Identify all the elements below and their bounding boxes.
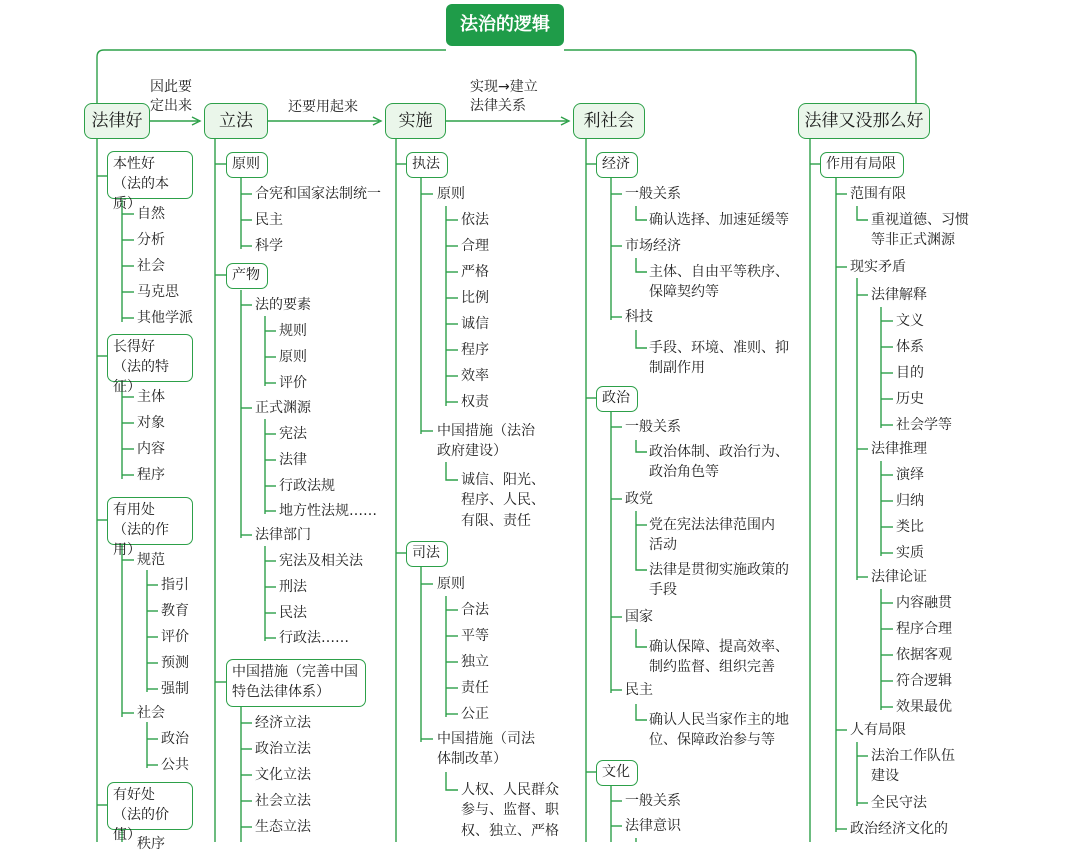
leaf-cont: 建设 <box>871 768 899 784</box>
subgroup: 现实矛盾 <box>850 259 906 275</box>
leaf: 教育 <box>161 603 189 619</box>
annotation-line: 定出来 <box>150 98 192 114</box>
subgroup: 原则 <box>437 186 465 202</box>
leaf: 社会立法 <box>255 793 311 809</box>
subgroup: 国家 <box>625 609 653 625</box>
node-good-law: 法律好 <box>84 103 150 139</box>
subgroup: 一般关系 <box>625 419 681 435</box>
leaf: 科学 <box>255 238 283 254</box>
leaf: 规则 <box>279 323 307 339</box>
group-sub: （法的特征） <box>113 359 169 395</box>
leaf: 内容融贯 <box>896 595 952 611</box>
group-function <box>107 497 193 558</box>
leaf: 对象 <box>137 415 165 431</box>
leaf: 程序 <box>137 467 165 483</box>
group-title: 有用处 <box>113 502 155 518</box>
leaf: 马克思 <box>137 284 179 300</box>
leaf: 文化立法 <box>255 767 311 783</box>
group-product: 产物 <box>226 263 268 289</box>
leaf-cont: 等非正式渊源 <box>871 232 955 248</box>
subgroup: 科技 <box>625 309 653 325</box>
subgroup: 一般关系 <box>625 793 681 809</box>
leaf-cont: 手段 <box>649 582 677 598</box>
leaf: 指引 <box>161 577 189 593</box>
subgroup: 正式渊源 <box>255 400 311 416</box>
leaf: 法治工作队伍 <box>871 748 955 764</box>
leaf-cont: 活动 <box>649 537 677 553</box>
leaf: 依法 <box>461 212 489 228</box>
leaf: 责任 <box>461 680 489 696</box>
leaf: 原则 <box>279 349 307 365</box>
subgroup-cont: 政府建设） <box>437 443 507 459</box>
leaf: 经济立法 <box>255 715 311 731</box>
leaf: 手段、环境、准则、抑 <box>649 340 789 356</box>
annotation-line: 法律关系 <box>470 98 526 114</box>
leaf: 社会学等 <box>896 417 952 433</box>
leaf: 实质 <box>896 545 924 561</box>
subgroup: 政治经济文化的 <box>850 821 948 837</box>
subgroup: 法律意识 <box>625 818 681 834</box>
leaf: 独立 <box>461 654 489 670</box>
leaf: 宪法 <box>279 426 307 442</box>
leaf-cont: 权、独立、严格 <box>461 823 559 839</box>
leaf: 依据客观 <box>896 647 952 663</box>
group-culture: 文化 <box>596 760 638 786</box>
group-title: 有好处 <box>113 787 155 803</box>
leaf: 演绎 <box>896 467 924 483</box>
subgroup: 中国措施（司法 <box>437 731 535 747</box>
leaf-cont: 程序、人民、 <box>461 492 545 508</box>
leaf: 主体、自由平等秩序、 <box>649 264 789 280</box>
node-benefit-society: 利社会 <box>573 103 645 139</box>
group-principle: 原则 <box>226 152 268 178</box>
subgroup-norm: 规范 <box>137 552 165 568</box>
leaf: 评价 <box>161 629 189 645</box>
leaf: 程序合理 <box>896 621 952 637</box>
leaf-cont: 保障契约等 <box>649 284 719 300</box>
leaf: 类比 <box>896 519 924 535</box>
group-title: 本性好 <box>113 156 155 172</box>
leaf: 政治体制、政治行为、 <box>649 444 789 460</box>
subgroup: 民主 <box>625 682 653 698</box>
subgroup: 一般关系 <box>625 186 681 202</box>
subgroup: 法律解释 <box>871 287 927 303</box>
group-politics: 政治 <box>596 386 638 412</box>
node-legislation: 立法 <box>204 103 268 139</box>
leaf: 公共 <box>161 757 189 773</box>
leaf: 生态立法 <box>255 819 311 835</box>
leaf: 归纳 <box>896 493 924 509</box>
group-sub: （法的作用） <box>113 522 169 558</box>
subgroup: 法律部门 <box>255 527 311 543</box>
leaf-cont: 政治角色等 <box>649 464 719 480</box>
leaf: 确认保障、提高效率、 <box>649 639 789 655</box>
subgroup: 范围有限 <box>850 186 906 202</box>
leaf: 政治立法 <box>255 741 311 757</box>
leaf: 宪法及相关法 <box>279 553 363 569</box>
leaf: 确认人民当家作主的地 <box>649 712 789 728</box>
group-limited-role: 作用有局限 <box>820 152 904 178</box>
annotation-line: 实现→建立 <box>470 79 538 95</box>
leaf: 严格 <box>461 264 489 280</box>
group-sub: （法的价值） <box>113 807 169 843</box>
leaf: 诚信、阳光、 <box>461 472 545 488</box>
leaf: 刑法 <box>279 579 307 595</box>
leaf: 党在宪法法律范围内 <box>649 517 775 533</box>
leaf: 目的 <box>896 365 924 381</box>
node-law-limits: 法律又没那么好 <box>798 103 930 139</box>
group-law-enforcement: 执法 <box>406 152 448 178</box>
leaf: 强制 <box>161 681 189 697</box>
subgroup: 中国措施（法治 <box>437 423 535 439</box>
group-nature <box>107 151 193 212</box>
diagram-title: 法治的逻辑 <box>446 4 564 46</box>
leaf-cont: 有限、责任 <box>461 513 531 529</box>
leaf: 诚信 <box>461 316 489 332</box>
group-features <box>107 334 193 395</box>
leaf-cont: 制约监督、组织完善 <box>649 659 775 675</box>
node-implementation: 实施 <box>385 103 446 139</box>
leaf: 法律 <box>279 452 307 468</box>
leaf: 符合逻辑 <box>896 673 952 689</box>
leaf: 效率 <box>461 368 489 384</box>
subgroup: 人有局限 <box>850 722 906 738</box>
annotation-apply: 还要用起来 <box>288 99 358 115</box>
leaf: 确认选择、加速延缓等 <box>649 212 789 228</box>
group-sub: 特色法律体系） <box>232 684 330 700</box>
group-china-measures-legislation <box>226 659 366 707</box>
group-economy: 经济 <box>596 152 638 178</box>
leaf: 行政法…… <box>279 630 349 646</box>
group-sub: （法的本质） <box>113 176 169 212</box>
leaf: 程序 <box>461 342 489 358</box>
group-value <box>107 782 193 843</box>
group-judicature: 司法 <box>406 541 448 567</box>
leaf: 文义 <box>896 313 924 329</box>
leaf: 人权、人民群众 <box>461 782 559 798</box>
leaf: 分析 <box>137 232 165 248</box>
leaf: 平等 <box>461 628 489 644</box>
leaf: 效果最优 <box>896 699 952 715</box>
leaf: 合理 <box>461 238 489 254</box>
subgroup: 市场经济 <box>625 238 681 254</box>
leaf: 民主 <box>255 212 283 228</box>
subgroup: 法的要素 <box>255 297 311 313</box>
leaf: 行政法规 <box>279 478 335 494</box>
subgroup: 法律论证 <box>871 569 927 585</box>
subgroup: 原则 <box>437 576 465 592</box>
group-title: 中国措施（完善中国 <box>232 664 358 680</box>
leaf: 评价 <box>279 375 307 391</box>
leaf: 权责 <box>461 394 489 410</box>
leaf-cont: 位、保障政治参与等 <box>649 732 775 748</box>
leaf: 民法 <box>279 605 307 621</box>
annotation-define <box>150 78 192 116</box>
leaf-cut: 秩序 <box>137 836 165 852</box>
leaf: 社会 <box>137 258 165 274</box>
leaf: 体系 <box>896 339 924 355</box>
leaf-cont: 制副作用 <box>649 360 705 376</box>
leaf: 政治 <box>161 731 189 747</box>
leaf: 全民守法 <box>871 795 927 811</box>
leaf: 历史 <box>896 391 924 407</box>
annotation-realize <box>470 78 538 116</box>
leaf: 预测 <box>161 655 189 671</box>
leaf: 比例 <box>461 290 489 306</box>
annotation-line: 因此要 <box>150 79 192 95</box>
leaf: 其他学派 <box>137 310 193 326</box>
subgroup-cont: 体制改革） <box>437 751 507 767</box>
leaf: 自然 <box>137 206 165 222</box>
leaf: 合宪和国家法制统一 <box>255 186 381 202</box>
leaf: 合法 <box>461 602 489 618</box>
leaf: 地方性法规…… <box>279 503 377 519</box>
leaf: 主体 <box>137 389 165 405</box>
leaf-cont: 参与、监督、职 <box>461 802 559 818</box>
leaf: 内容 <box>137 441 165 457</box>
leaf: 公正 <box>461 706 489 722</box>
group-title: 长得好 <box>113 339 155 355</box>
subgroup-social: 社会 <box>137 705 165 721</box>
subgroup: 法律推理 <box>871 441 927 457</box>
leaf: 重视道德、习惯 <box>871 212 969 228</box>
leaf: 法律是贯彻实施政策的 <box>649 562 789 578</box>
subgroup: 政党 <box>625 491 653 507</box>
